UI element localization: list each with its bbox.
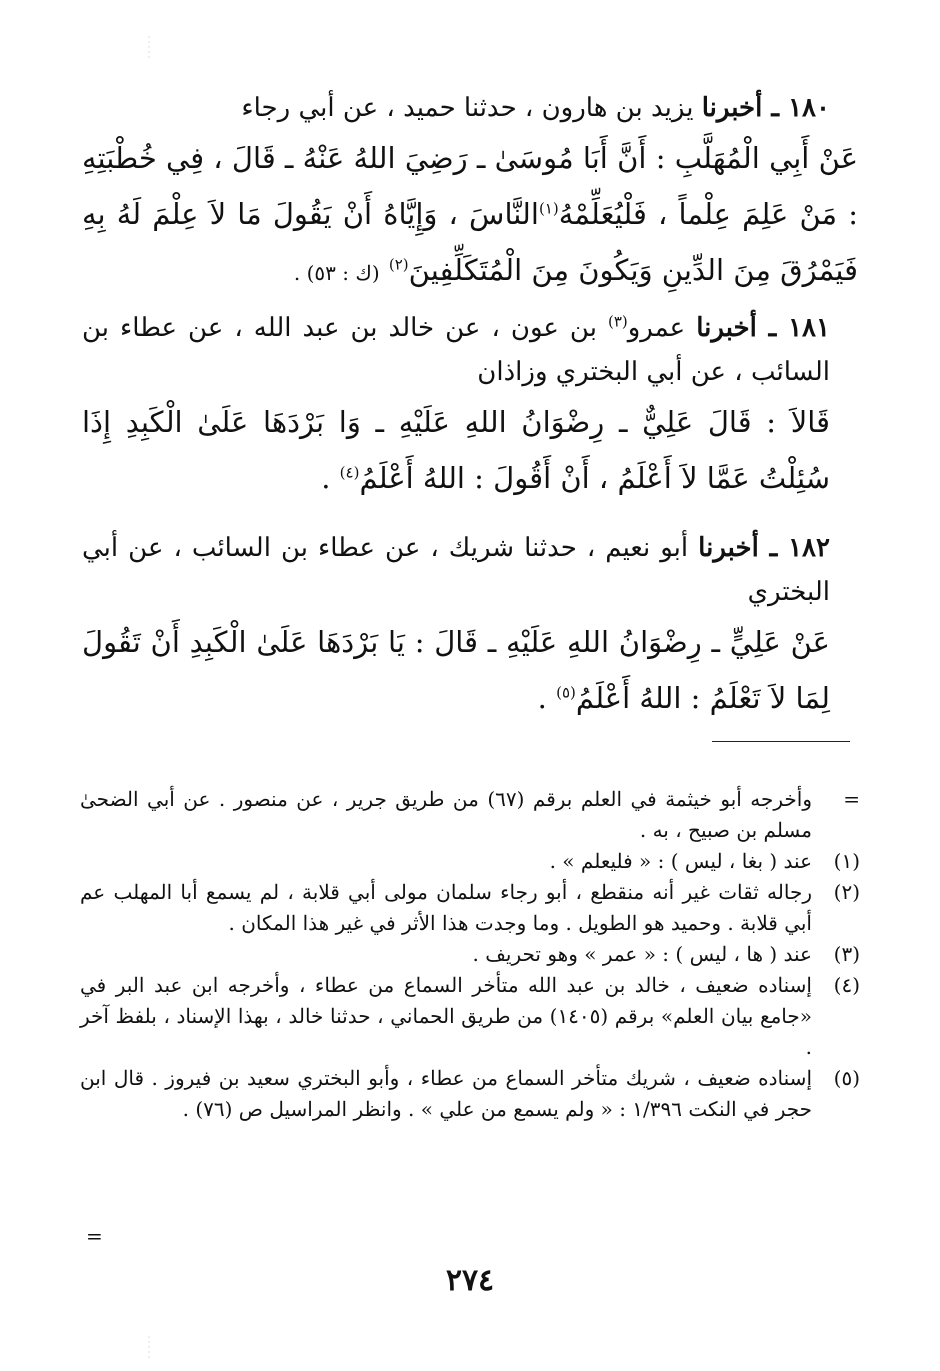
hadith-number: ١٨٠ <box>788 93 830 123</box>
isnad-text: أبو نعيم ، حدثنا شريك ، عن عطاء بن السائب ، عن أبي البختري <box>82 533 830 607</box>
footnote-number: (٤) <box>833 973 860 997</box>
full-stop: . <box>537 681 547 715</box>
hadith-number: ١٨٢ <box>788 533 830 563</box>
footnote-ref: (١) <box>538 199 559 218</box>
isnad-lead: أخبرنا <box>698 533 759 563</box>
footnote-1 <box>80 846 860 877</box>
matn-text: النَّاسَ ، وَإِيَّاهُ أَنْ يَقُولَ مَا لاَ عِلْمَ لَهُ بِهِ فَيَمْرُقَ مِنَ الدِّينِ وَيَكُونَ مِنَ الْمُتَكَلِّفِينَ <box>82 197 858 287</box>
footnote-text: عند ( ها ، ليس ) : « عمر » وهو تحريف . <box>472 942 812 966</box>
isnad-181: ١٨١ ـ أخبرنا عمرو$^{(٣)}$ بن عون ، عن خالد بن عبد الله ، عن عطاء بن السائب ، عن أبي البختري وزاذان <box>82 312 830 387</box>
scan-speck-icon <box>142 36 156 58</box>
isnad-text: يزيد بن هارون ، حدثنا حميد ، عن أبي رجاء <box>241 93 694 123</box>
footnote-2 <box>80 877 860 939</box>
isnad-180: ١٨٠ ـ أخبرنا يزيد بن هارون ، حدثنا حميد ، عن أبي رجاء <box>241 93 830 123</box>
footnote-text: وأخرجه أبو خيثمة في العلم برقم (٦٧) من طريق جرير ، عن منصور . عن أبي الضحىٰ مسلم بن صبيح ، به . <box>80 787 812 842</box>
matn-text: قَالاَ : قَالَ عَلِيٌّ ـ رِضْوَانُ اللهِ عَلَيْهِ ـ وَا بَرْدَهَا عَلَىٰ الْكَبِدِ إِذَا سُئِلْتُ عَمَّا لاَ أَعْلَمُ ، أَنْ أَقُولَ : اللهُ أَعْلَمُ <box>82 405 830 495</box>
isnad-182: ١٨٢ ـ أخبرنا أبو نعيم ، حدثنا شريك ، عن عطاء بن السائب ، عن أبي البختري <box>82 533 830 607</box>
matn-181 <box>82 394 858 506</box>
footnote-ref: (٤) <box>339 463 360 482</box>
matn-180 <box>82 130 858 301</box>
hadith-182 <box>82 526 858 726</box>
hadith-181 <box>82 306 858 506</box>
page-number: ٢٧٤ <box>445 1263 495 1298</box>
continuation-mark: = <box>843 787 860 811</box>
isnad-text: عمرو <box>627 313 686 343</box>
footnotes <box>80 784 860 1125</box>
footnote-number: (٢) <box>833 880 860 904</box>
footnote-text: رجاله ثقات غير أنه منقطع ، أبو رجاء سلمان مولى أبي قلابة ، لم يسمع أبا المهلب عم أبي قلابة . وحميد هو الطويل . وما وجدت هذا الأثر في غير هذا المكان . <box>80 880 812 935</box>
footnote-5 <box>80 1063 860 1125</box>
footnote-text: عند ( بغا ، ليس ) : « فليعلم » . <box>549 849 812 873</box>
isnad-lead: أخبرنا <box>701 93 763 123</box>
footnote-text: إسناده ضعيف ، خالد بن عبد الله متأخر السماع من عطاء ، وأخرجه ابن عبد البر في «جامع بيان العلم» برقم (١٤٠٥) من طريق الحماني ، حدثنا خالد ، بهذا الإسناد ، بلفظ آخر . <box>80 973 812 1059</box>
footnote-text: إسناده ضعيف ، شريك متأخر السماع من عطاء ، وأبو البختري سعيد بن فيروز . قال ابن حجر في النكت ١/٣٩٦ : « ولم يسمع من علي » . وانظر المراسيل ص (٧٦) . <box>80 1066 812 1121</box>
source-ref: (ك : ٥٣) . <box>293 261 380 285</box>
full-stop: . <box>321 461 331 495</box>
footnote-ref: (٢) <box>388 255 409 274</box>
footnote-number: (٣) <box>833 942 860 966</box>
footnote-3 <box>80 939 860 970</box>
footnote-number: (١) <box>833 849 860 873</box>
hadith-number: ١٨١ <box>788 313 830 343</box>
matn-text: عَنْ أَبِي الْمُهَلَّبِ : أَنَّ أَبَا مُوسَىٰ ـ رَضِيَ اللهُ عَنْهُ ـ قَالَ ، فِي خُطْبَتِهِ : مَنْ عَلِمَ عِلْماً ، فَلْيُعَلِّمْهُ <box>82 141 858 231</box>
matn-text: عَنْ عَلِيٍّ ـ رِضْوَانُ اللهِ عَلَيْهِ ـ قَالَ : يَا بَرْدَهَا عَلَىٰ الْكَبِدِ أَنْ تَقُولَ لِمَا لاَ تَعْلَمُ : اللهُ أَعْلَمُ <box>82 625 830 715</box>
footnote-continuation <box>80 784 860 846</box>
footnote-number: (٥) <box>833 1066 860 1090</box>
hadith-180 <box>82 86 858 301</box>
isnad-text: بن عون ، عن خالد بن عبد الله ، عن عطاء بن السائب ، عن أبي البختري وزاذان <box>82 313 830 387</box>
footnote-ref: (٣) <box>607 312 628 331</box>
footnote-ref: (٥) <box>556 683 576 702</box>
isnad-lead: أخبرنا <box>696 313 757 343</box>
footnote-separator <box>712 741 850 742</box>
scan-speck-icon <box>142 1336 156 1358</box>
continuation-mark-end: = <box>86 1224 103 1248</box>
matn-182 <box>82 614 858 726</box>
footnote-4 <box>80 970 860 1063</box>
